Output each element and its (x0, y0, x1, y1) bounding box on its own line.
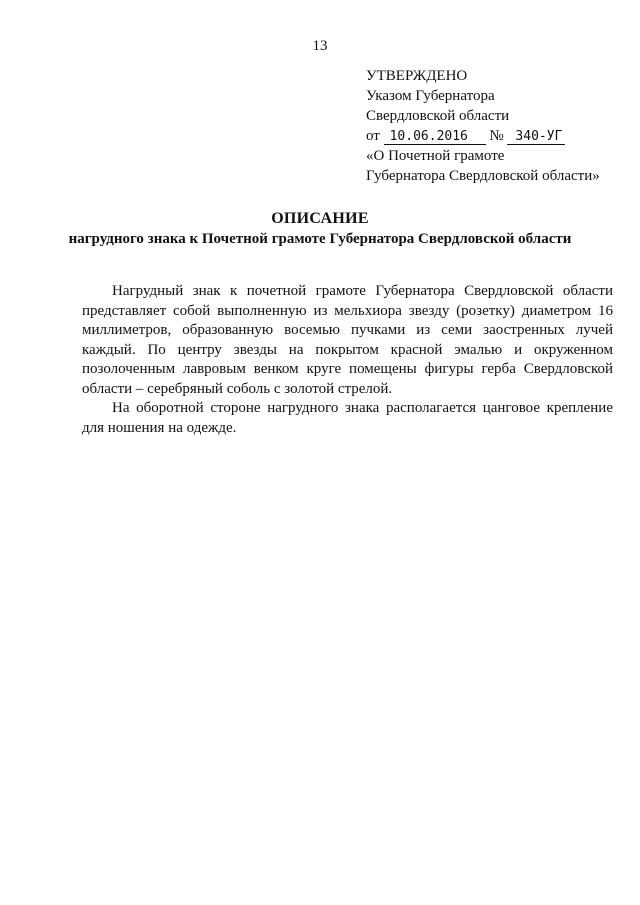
document-heading (0, 209, 640, 249)
document-title: ОПИСАНИЕ (271, 210, 369, 227)
body-paragraph: На оборотной стороне нагрудного знака располагается цанговое крепление для ношения на одежде. (82, 400, 613, 436)
decree-date: 10.06.2016 (384, 129, 486, 145)
approval-decree-title-line2: Губернатора Свердловской области» (366, 168, 600, 184)
approval-region-line: Свердловской области (366, 108, 510, 124)
approval-decree-line: Указом Губернатора (366, 88, 495, 104)
page-number: 13 (312, 38, 328, 54)
approval-decree-title-line1: «О Почетной грамоте (366, 148, 505, 164)
body-paragraph: Нагрудный знак к почетной грамоте Губернатора Свердловской области представляет собой выполненную из мельхиора звезду (розетку) диаметром 16 миллиметров, образованную восемью пучками из семи заостренных лучей каждый. По центру звезды на покрытом красной эмалью и окруженном позолоченным лавровым венком круге помещены фигуры герба Свердловской области – серебряный соболь с золотой стрелой. (82, 283, 613, 397)
date-prefix: от (366, 128, 380, 144)
approval-stamp (366, 66, 600, 186)
number-sign: № (489, 128, 504, 144)
document-body (82, 282, 613, 438)
approval-date-number-line (366, 126, 600, 146)
decree-number: 340-УГ (507, 129, 565, 145)
document-subtitle: нагрудного знака к Почетной грамоте Губернатора Свердловской области (68, 231, 572, 247)
approval-heading: УТВЕРЖДЕНО (366, 68, 468, 84)
